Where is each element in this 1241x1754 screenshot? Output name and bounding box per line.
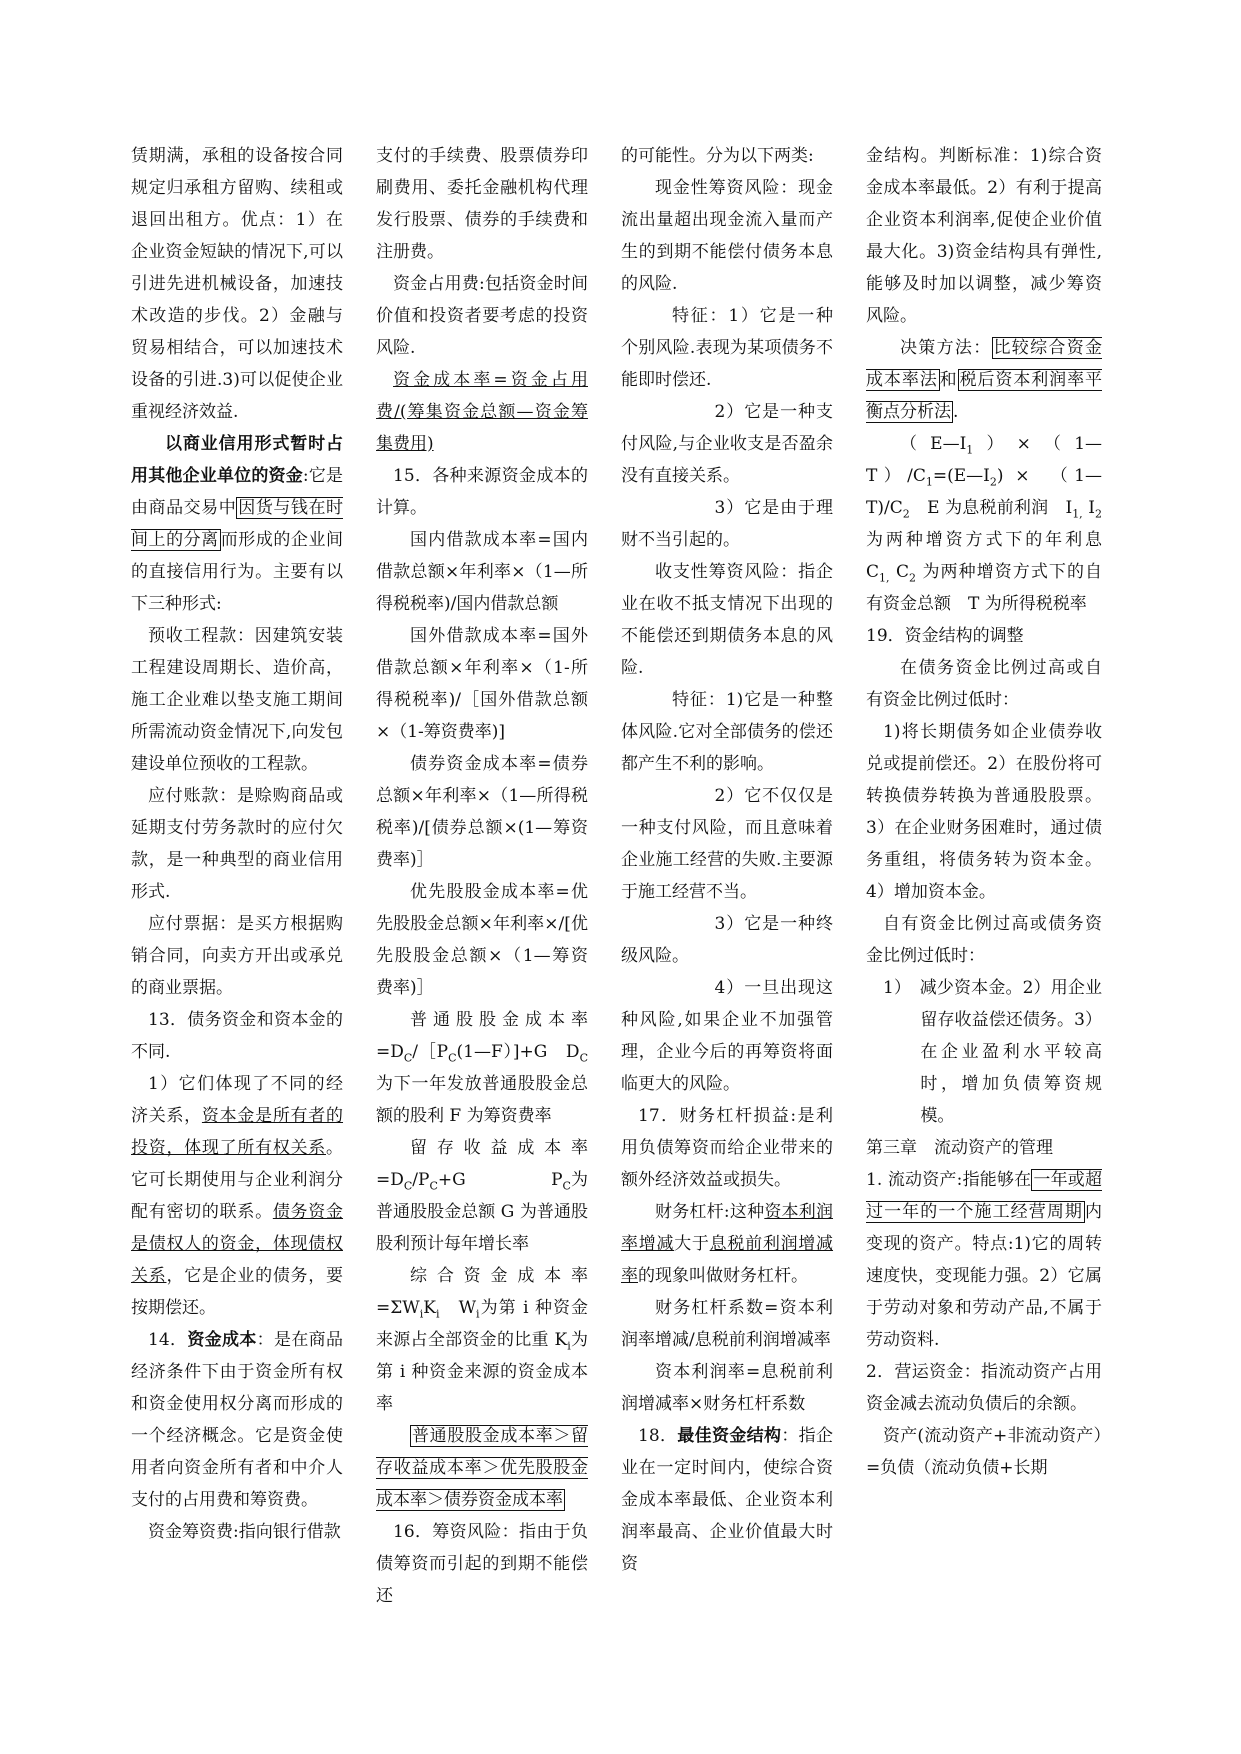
paragraph: 1. 流动资产:指能够在 一年或超过一年的一个施工经营周期 内变现的资产。特点:1)它的周转速度快，变现能力强。2）它属于劳动对象和劳动产品,不属于劳动资料. bbox=[866, 1170, 1102, 1350]
paragraph: 自有资金比例过高或债务资金比例过低时： bbox=[866, 914, 1102, 966]
paragraph: 2）它是一种支付风险,与企业收支是否盈余没有直接关系。 bbox=[621, 402, 833, 486]
paragraph: 3）它是由于理财不当引起的。 bbox=[621, 498, 833, 550]
paragraph: 14．资金成本：是在商品经济条件下由于资金所有权和资金使用权分离而形成的一个经济概念。它是资金使用者向资金所有者和中介人支付的占用费和筹资费。 bbox=[131, 1330, 343, 1510]
paragraph: 以商业信用形式暂时占用其他企业单位的资金:它是由商品交易中 因货与钱在时间上的分离 而形成的企业间的直接信用行为。主要有以下三种形式: bbox=[131, 434, 344, 614]
paragraph: 资金成本率=资金占用费/(筹集资金总额—资金筹集费用) bbox=[376, 370, 588, 454]
paragraph: 资金占用费:包括资金时间价值和投资者要考虑的投资风险. bbox=[376, 274, 588, 358]
text-column-2 bbox=[376, 140, 588, 1612]
paragraph: 资本利润率=息税前利润增减率×财务杠杆系数 bbox=[621, 1362, 833, 1414]
paragraph: 财务杠杆:这种资本利润率增减大于息税前利润增减率的现象叫做财务杠杆。 bbox=[621, 1202, 834, 1286]
paragraph: 应付票据：是买方根据购销合同，向卖方开出或承兑的商业票据。 bbox=[131, 914, 343, 998]
text-column-1 bbox=[131, 140, 343, 1548]
paragraph: 2．营运资金：指流动资产占用资金减去流动负债后的余额。 bbox=[866, 1362, 1102, 1414]
paragraph: 19．资金结构的调整 bbox=[866, 626, 1024, 646]
paragraph: 国内借款成本率=国内借款总额×年利率×（1—所得税税率)/国内借款总额 bbox=[376, 530, 588, 614]
paragraph: 资金筹资费:指向银行借款 bbox=[148, 1522, 341, 1542]
paragraph: 1）它们体现了不同的经济关系，资本金是所有者的投资，体现了所有权关系。它可长期使用与企业利润分配有密切的联系。债务资金是债权人的资金，体现债权关系，它是企业的债务，要按期偿还。 bbox=[131, 1074, 344, 1318]
paragraph: 国外借款成本率=国外借款总额×年利率×（1-所得税税率)/［国外借款总额×（1-筹资费率)] bbox=[376, 626, 588, 742]
paragraph: 4）一旦出现这种风险,如果企业不加强管理，企业今后的再筹资将面临更大的风险。 bbox=[621, 978, 833, 1094]
paragraph: 3）它是一种终级风险。 bbox=[621, 914, 833, 966]
paragraph: 支付的手续费、股票债券印刷费用、委托金融机构代理发行股票、债券的手续费和注册费。 bbox=[376, 146, 588, 262]
paragraph: 15．各种来源资金成本的计算。 bbox=[376, 466, 588, 518]
paragraph: 18．最佳资金结构：指企业在一定时间内，使综合资金成本率最低、企业资本利润率最高、企业价值最大时资 bbox=[621, 1426, 833, 1574]
paragraph: 1)将长期债务如企业债券收兑或提前偿还。2）在股份将可转换债券转换为普通股股票。3）在企业财务困难时，通过债务重组，将债务转为资本金。4）增加资本金。 bbox=[866, 722, 1102, 902]
paragraph: 16．筹资风险：指由于负债筹资而引起的到期不能偿还 bbox=[376, 1522, 588, 1606]
text-column-4 bbox=[866, 140, 1119, 1484]
paragraph: 2）它不仅仅是一种支付风险，而且意味着企业施工经营的失败.主要源于施工经营不当。 bbox=[621, 786, 833, 902]
paragraph: 第三章 流动资产的管理 bbox=[866, 1138, 1053, 1158]
paragraph: 特征：1)它是一种整体风险.它对全部债务的偿还都产生不利的影响。 bbox=[621, 690, 833, 774]
paragraph: 收支性筹资风险：指企业在收不抵支情况下出现的不能偿还到期债务本息的风险. bbox=[621, 562, 833, 678]
paragraph: 资产(流动资产+非流动资产）=负债（流动负债+长期 bbox=[866, 1426, 1102, 1478]
paragraph: 债券资金成本率=债券总额×年利率×（1—所得税税率)/[债券总额×(1—筹资费率)］ bbox=[376, 754, 588, 870]
paragraph: 应付账款：是赊购商品或延期支付劳务款时的应付欠款，是一种典型的商业信用形式. bbox=[131, 786, 343, 902]
paragraph: 金结构。判断标准：1)综合资金成本率最低。2）有利于提高企业资本利润率,促使企业价值最大化。3)资金结构具有弹性,能够及时加以调整，减少筹资风险。 bbox=[866, 146, 1102, 326]
paragraph: 优先股股金成本率=优先股股金总额×年利率×/[优先股股金总额×（1—筹资费率)］ bbox=[376, 882, 588, 998]
paragraph: 综合资金成本率$=\Sigma W_iK_i$ $W_i$为第 i 种资金来源占全部资金的比重 $K_i$为第 i 种资金来源的资金成本率 bbox=[376, 1266, 588, 1414]
paragraph: 1） 减少资本金。2）用企业留存收益偿还债务。3）在企业盈利水平较高时，增加负债筹资规模。 bbox=[883, 978, 1102, 1126]
paragraph: 决策方法： 比较综合资金成本率法 和 税后资本利润率平衡点分析法 . bbox=[866, 338, 1103, 422]
paragraph: 留存收益成本率$=D_C/P_C+G$ $P_C$为普通股股金总额 G 为普通股股利预计每年增长率 bbox=[376, 1138, 588, 1254]
text-column-3 bbox=[621, 140, 833, 1580]
paragraph: 现金性筹资风险：现金流出量超出现金流入量而产生的到期不能偿付债务本息的风险. bbox=[621, 178, 833, 294]
paragraph: 普通股股金成本率＞留存收益成本率＞优先股股金成本率＞债券资金成本率 bbox=[376, 1426, 588, 1510]
paragraph: $(E—I_1)\times(1—T)/C_1=(E—I_2)$ × $(1—T)/C_2$ E 为息税前利润 $I_{1,}$ $I_2$ 为两种增资方式下的年利息 $C_{1,}$ $C_2$ 为两种增资方式下的自有资金总额 T 为所得税税率 bbox=[866, 434, 1119, 614]
paragraph: 的可能性。分为以下两类: bbox=[621, 146, 814, 166]
paragraph: 17．财务杠杆损益:是利用负债筹资而给企业带来的额外经济效益或损失。 bbox=[621, 1106, 833, 1190]
paragraph: 在债务资金比例过高或自有资金比例过低时： bbox=[866, 658, 1102, 710]
paragraph: 普通股股金成本率$=D_C/[P_C(1—F)]+G$ $D_C$为下一年发放普通股股金总额的股利 F 为筹资费率 bbox=[376, 1010, 588, 1126]
paragraph: 13．债务资金和资本金的不同. bbox=[131, 1010, 343, 1062]
paragraph: 赁期满，承租的设备按合同规定归承租方留购、续租或退回出租方。优点：1）在企业资金短缺的情况下,可以引进先进机械设备，加速技术改造的步伐。2）金融与贸易相结合，可以加速技术设备的引进.3)可以促使企业重视经济效益. bbox=[131, 146, 343, 422]
paragraph: 预收工程款：因建筑安装工程建设周期长、造价高，施工企业难以垫支施工期间所需流动资金情况下,向发包建设单位预收的工程款。 bbox=[131, 626, 343, 774]
paragraph: 特征：1）它是一种个别风险.表现为某项债务不能即时偿还. bbox=[621, 306, 833, 390]
paragraph: 财务杠杆系数=资本利润率增减/息税前利润增减率 bbox=[621, 1298, 833, 1350]
